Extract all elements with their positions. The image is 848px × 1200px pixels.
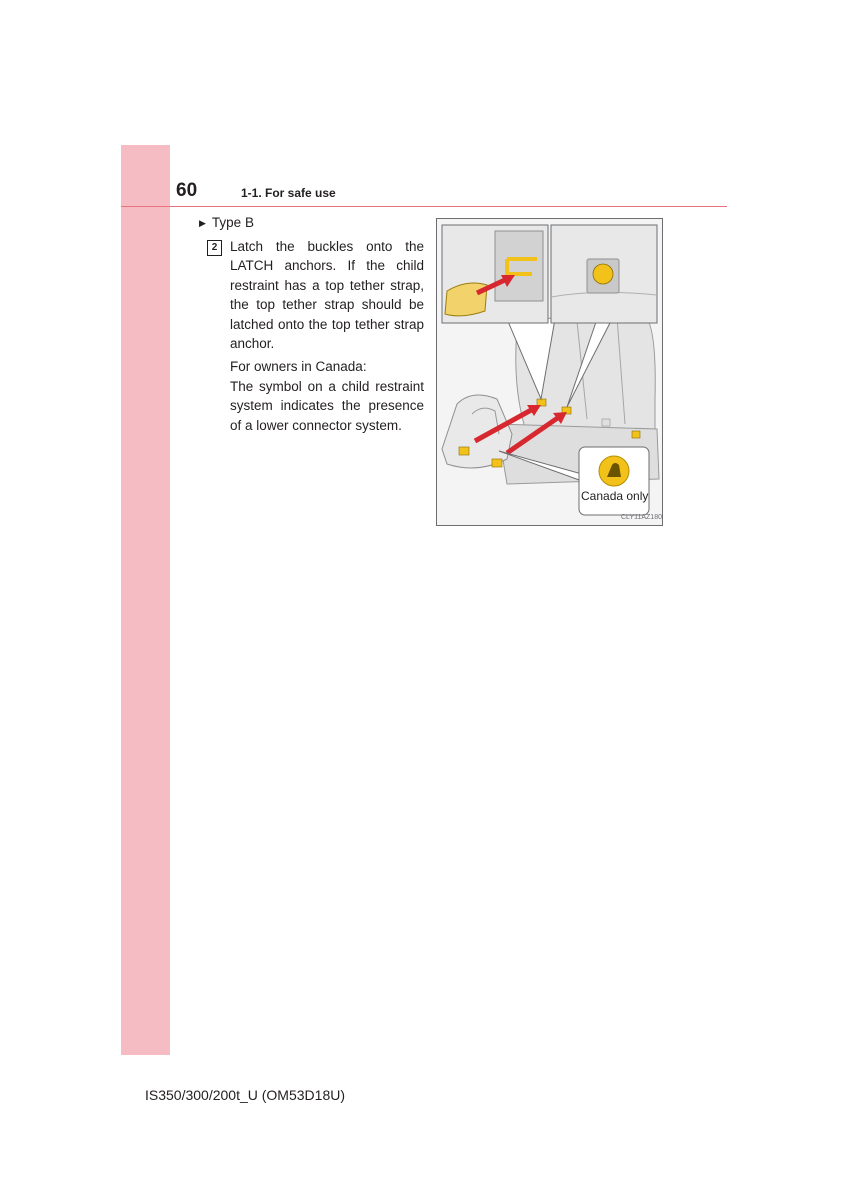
latch-illustration-drawing [437,219,662,525]
inset-anchor-slot [495,231,543,301]
lower-anchor-far [632,431,640,438]
footer-model-code: IS350/300/200t_U (OM53D18U) [145,1087,345,1103]
isofix-symbol-icon [593,264,613,284]
seatbelt-buckle [602,419,610,426]
canada-note-text: The symbol on a child restraint system indicates the presence of a lower connector system. [230,379,424,433]
page-number: 60 [176,180,198,201]
canada-note-heading: For owners in Canada: [230,359,367,374]
header-rule [121,206,727,207]
type-heading [199,215,254,230]
lower-anchor-left [537,399,546,406]
type-label: Type B [211,215,254,230]
figure-code: CLY11AZ180 [621,514,662,521]
section-title: 1-1. For safe use [241,186,336,200]
triangle-bullet-icon: ▶ [199,218,206,228]
canada-only-label: Canada only [581,489,649,503]
child-seat-buckle-right [492,459,502,467]
side-tab [121,145,170,1055]
step-number: 2 [207,240,222,256]
child-seat-buckle-left [459,447,469,455]
step-instruction: Latch the buckles onto the LATCH anchors. If the child restraint has a top tether strap, the top tether strap should be latched onto the top tether strap anchor. [230,239,424,352]
latch-illustration [436,218,663,526]
